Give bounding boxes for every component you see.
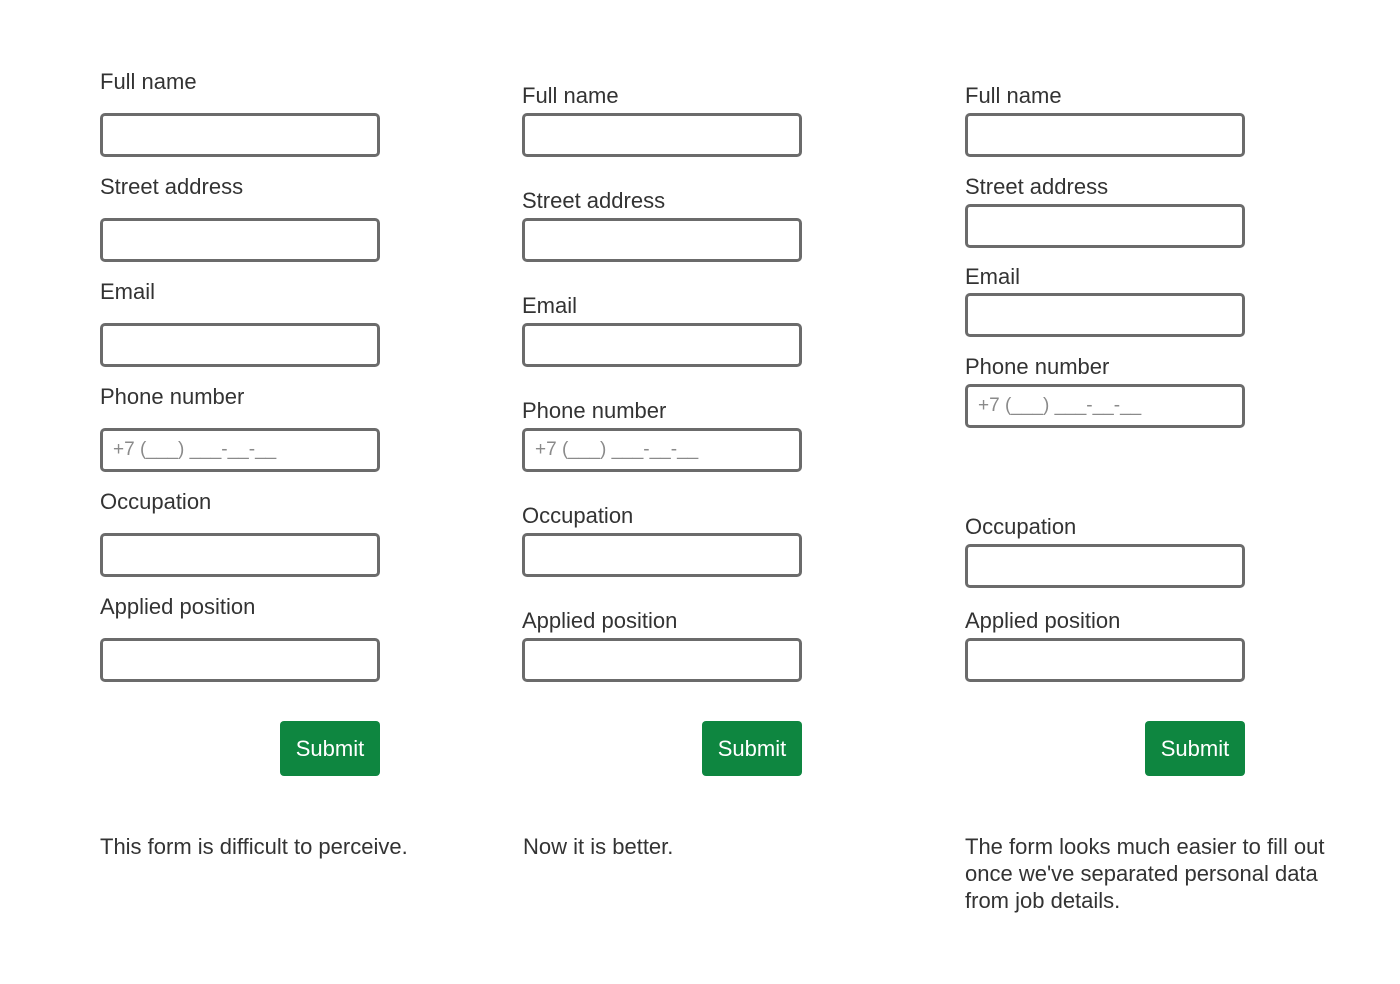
form-caption: The form looks much easier to fill out once we've separated personal data from job details. <box>965 834 1325 913</box>
occupation-input[interactable] <box>965 544 1245 588</box>
occupation-label: Occupation <box>965 514 1077 539</box>
email-input[interactable] <box>965 293 1245 337</box>
street-address-input[interactable] <box>965 204 1245 248</box>
submit-button[interactable]: Submit <box>280 721 380 776</box>
phone-number-input[interactable] <box>522 428 802 472</box>
full-name-label: Full name <box>100 69 197 94</box>
email-label: Email <box>100 279 156 304</box>
applied-position-input[interactable] <box>522 638 802 682</box>
form-caption: This form is difficult to perceive. <box>100 834 408 859</box>
full-name-input[interactable] <box>100 113 380 157</box>
applied-position-label: Applied position <box>522 608 678 633</box>
applied-position-label: Applied position <box>100 594 256 619</box>
full-name-label: Full name <box>965 83 1062 108</box>
street-address-label: Street address <box>965 174 1109 199</box>
full-name-label: Full name <box>522 83 619 108</box>
occupation-input[interactable] <box>522 533 802 577</box>
submit-button[interactable]: Submit <box>1145 721 1245 776</box>
phone-number-label: Phone number <box>100 384 245 409</box>
phone-number-input[interactable] <box>965 384 1245 428</box>
submit-button[interactable]: Submit <box>702 721 802 776</box>
applied-position-input[interactable] <box>965 638 1245 682</box>
occupation-label: Occupation <box>522 503 634 528</box>
occupation-label: Occupation <box>100 489 212 514</box>
phone-number-input[interactable] <box>100 428 380 472</box>
full-name-input[interactable] <box>965 113 1245 157</box>
applied-position-input[interactable] <box>100 638 380 682</box>
full-name-input[interactable] <box>522 113 802 157</box>
occupation-input[interactable] <box>100 533 380 577</box>
email-input[interactable] <box>522 323 802 367</box>
phone-number-label: Phone number <box>965 354 1110 379</box>
street-address-input[interactable] <box>100 218 380 262</box>
email-input[interactable] <box>100 323 380 367</box>
form-caption: Now it is better. <box>523 834 674 859</box>
phone-number-label: Phone number <box>522 398 667 423</box>
street-address-input[interactable] <box>522 218 802 262</box>
email-label: Email <box>522 293 578 318</box>
applied-position-label: Applied position <box>965 608 1121 633</box>
email-label: Email <box>965 264 1021 289</box>
street-address-label: Street address <box>100 174 244 199</box>
street-address-label: Street address <box>522 188 666 213</box>
